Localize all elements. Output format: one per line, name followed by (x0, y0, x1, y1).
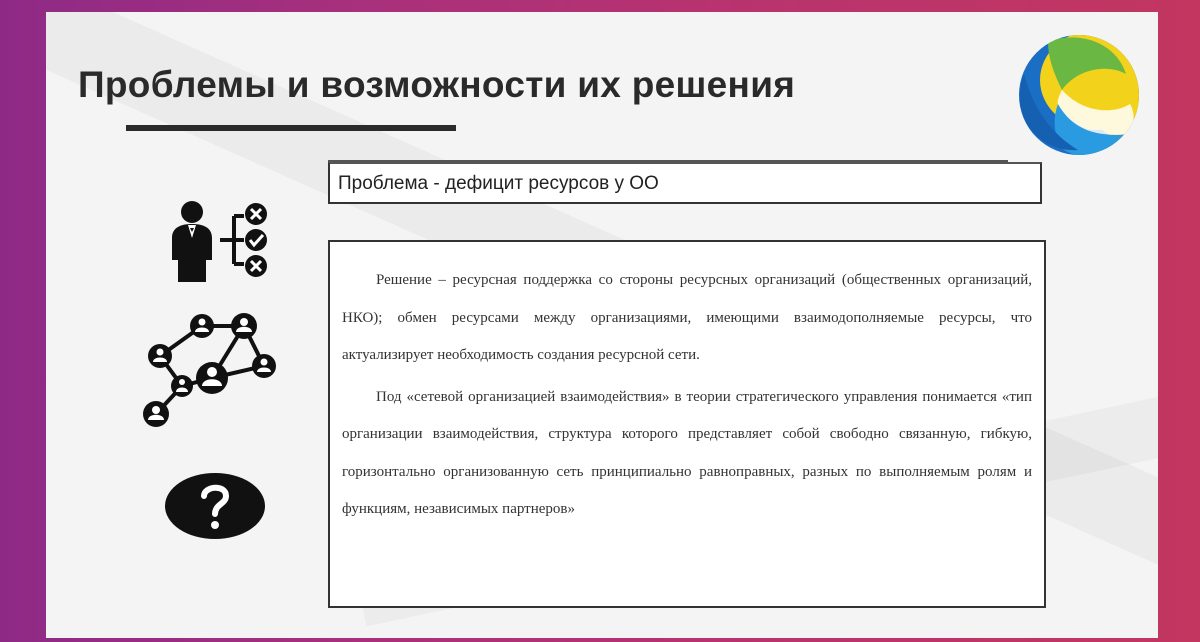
problem-box (328, 162, 1042, 204)
problem-box-line (328, 160, 1008, 162)
problem-text: Проблема - дефицит ресурсов у ОО (338, 173, 659, 194)
circle-logo (1018, 34, 1140, 156)
person-decision-icon (168, 198, 286, 282)
definition-paragraph: Под «сетевой организацией взаимодействия» в теории стратегического управления понимается «тип организации взаимодействия, структура которого представляет собой свободно связанную, гибкую, горизонтально организованную сеть принципиально равноправных, разных по выполняемым ролям и функциям, независимых партнеров» (342, 388, 1032, 517)
slide (46, 12, 1158, 638)
title-underline (126, 125, 456, 131)
network-icon (134, 312, 278, 434)
solution-box (328, 240, 1046, 608)
question-icon (164, 472, 266, 540)
slide-title: Проблемы и возможности их решения (78, 64, 796, 105)
solution-paragraph: Решение – ресурсная поддержка со стороны ресурсных организаций (общественных организаций, НКО); обмен ресурсами между организациями, имеющими взаимодополняемые ресурсы, что актуализирует необходимость создания ресурсной сети. (342, 272, 1032, 363)
